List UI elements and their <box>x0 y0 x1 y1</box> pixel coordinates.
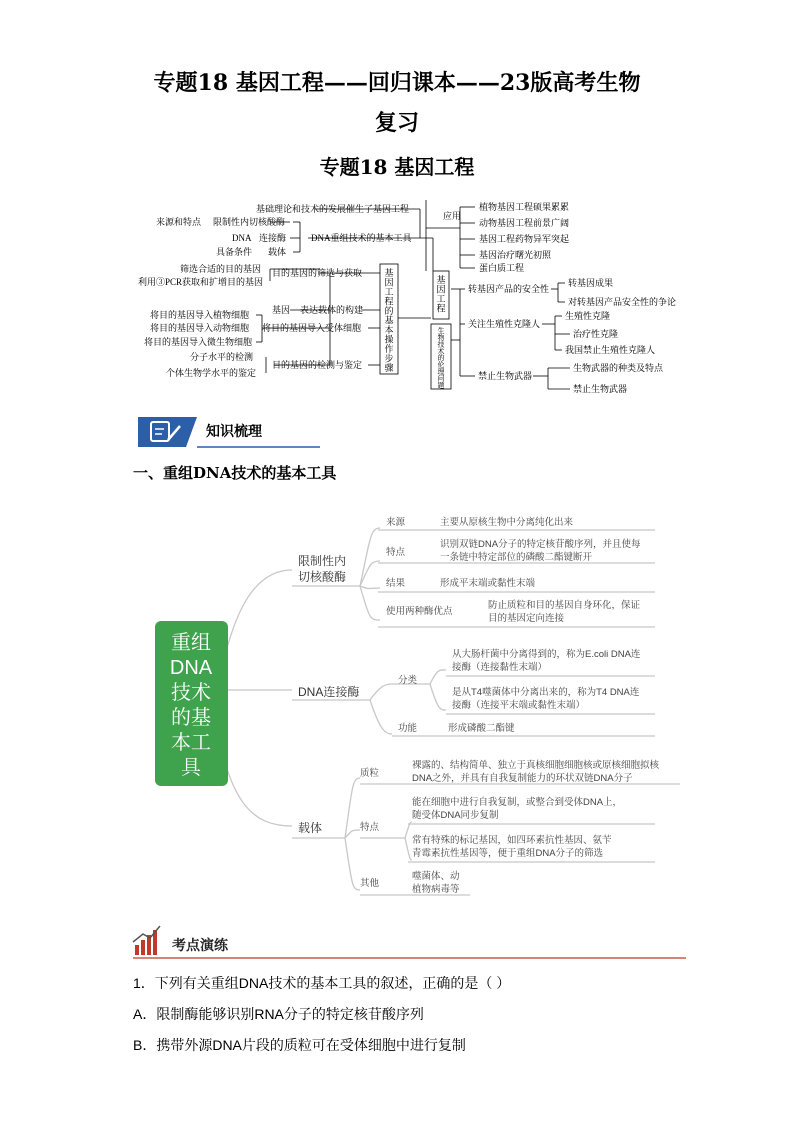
ov-gene-screen: 目的基因的筛选与获取 <box>272 268 363 278</box>
ov-bw-types: 生物武器的种类及特点 <box>573 363 664 373</box>
ov-center-label: 基因工程的基本操作步骤 <box>384 268 394 373</box>
branch1-line-0: 限制性内 <box>298 554 347 568</box>
page-title-line2: 复习 <box>374 110 419 136</box>
b2-c1-value-1: 从大肠杆菌中分离得到的，称为E.coli DNA连 <box>452 649 641 660</box>
section-title: 一、重组DNA技术的基本工具 <box>133 464 337 482</box>
b1-source-value: 主要从原核生物中分离纯化出来 <box>440 517 574 528</box>
b3-plasmid-value-2: DNA之外，并具有自我复制能力的环状双链DNA分子 <box>412 773 633 784</box>
ov-gm-debate: 对转基因产品安全性的争论 <box>568 297 677 307</box>
root-line-1: DNA <box>169 657 213 679</box>
root-line-2: 技术 <box>171 682 211 704</box>
ov-app-item-0: 植物基因工程硕果累累 <box>479 202 570 212</box>
ov-mol-detect: 分子水平的检测 <box>190 352 254 362</box>
branch1-line-1: 切核酸酶 <box>298 570 347 584</box>
ov-cloning: 关注生殖性克隆人 <box>468 319 541 329</box>
page-subtitle: 专题18 基因工程 <box>319 155 475 179</box>
ov-genetic-eng: 基因工程 <box>436 275 446 314</box>
b1-adv-key: 使用两种酶优点 <box>386 606 453 617</box>
b1-feature-key: 特点 <box>386 547 406 558</box>
b3-other-value-2: 植物病毒等 <box>412 884 460 895</box>
root-line-3: 的基 <box>171 707 211 729</box>
ov-ban-clone: 我国禁止生殖性克隆人 <box>565 345 656 355</box>
ov-repro-clone: 生殖性克隆 <box>565 311 611 321</box>
b1-result-key: 结果 <box>386 578 406 589</box>
ov-plant: 将目的基因导入植物细胞 <box>150 310 250 320</box>
b3-f1-value-2: 随受体DNA同步复制 <box>412 810 499 821</box>
ov-ligase: 连接酶 <box>259 233 287 243</box>
ov-ethics: 生物技术的伦理问题 <box>437 327 445 390</box>
b1-feature-value-2: 一条链中特定部位的磷酸二酯键断开 <box>440 552 593 563</box>
b3-other-key: 其他 <box>360 878 380 889</box>
ov-gene: 基因 <box>272 305 291 315</box>
option-b[interactable]: B．携带外源DNA片段的质粒可在受体细胞中进行复制 <box>133 1037 466 1053</box>
ov-ind-detect: 个体生物学水平的鉴定 <box>166 368 257 378</box>
b1-result-value: 形成平末端或黏性末端 <box>440 578 536 589</box>
branch3-label: 载体 <box>298 821 323 835</box>
ov-dna: DNA <box>232 233 252 243</box>
ov-app-item-4: 蛋白质工程 <box>479 263 525 273</box>
b3-f2-value-2: 青霉素抗性基因等，便于重组DNA分子的筛选 <box>412 848 604 859</box>
ov-conditions: 具备条件 <box>216 247 253 257</box>
option-a[interactable]: A．限制酶能够识别RNA分子的特定核苷酸序列 <box>133 1006 424 1022</box>
b2-func-value: 形成磷酸二酯键 <box>448 723 515 734</box>
b3-f1-value-1: 能在细胞中进行自我复制，或整合到受体DNA上， <box>412 797 623 808</box>
ov-express-vector: 表达载体的构建 <box>300 305 364 315</box>
b3-other-value-1: 噬菌体、动 <box>412 871 460 882</box>
b2-c1-value-2: 接酶（连接黏性末端） <box>452 662 548 673</box>
ov-thera-clone: 治疗性克隆 <box>573 329 619 339</box>
ov-pcr: 利用③PCR获取和扩增目的基因 <box>138 277 264 287</box>
ov-gm-results: 转基因成果 <box>568 278 614 288</box>
b2-c2-value-2: 接酶（连接平末端或黏性末端） <box>452 700 586 711</box>
b3-feature-key: 特点 <box>360 822 380 833</box>
ov-detect: 目的基因的检测与鉴定 <box>272 360 363 370</box>
b2-c2-value-1: 是从T4噬菌体中分离出来的，称为T4 DNA连 <box>452 687 640 698</box>
branch2-label: DNA连接酶 <box>298 685 360 699</box>
ov-bw-ban: 禁止生物武器 <box>573 384 628 394</box>
b3-plasmid-key: 质粒 <box>360 768 380 779</box>
root-line-4: 本工 <box>171 732 211 754</box>
b3-plasmid-value-1: 裸露的、结构简单、独立于真核细胞细胞核或原核细胞拟核 <box>412 760 660 771</box>
b1-adv-value-1: 防止质粒和目的基因自身环化，保证 <box>488 600 641 611</box>
ov-bioweapon: 禁止生物武器 <box>478 371 533 381</box>
b1-source-key: 来源 <box>386 517 406 528</box>
ov-dna-tools: DNA重组技术的基本工具 <box>311 233 412 243</box>
ov-micro: 将目的基因导入微生物细胞 <box>144 337 253 347</box>
b3-f2-value-1: 常有特殊的标记基因，如四环素抗性基因、氨苄 <box>412 835 612 846</box>
page-title: 专题18 基因工程——回归课本——23版高考生物 <box>153 70 641 96</box>
ov-app-item-3: 基因治疗曙光初照 <box>479 250 552 260</box>
b2-class-key: 分类 <box>398 675 418 686</box>
banner-label: 知识梳理 <box>206 424 262 440</box>
ov-app-item-1: 动物基因工程前景广阔 <box>479 218 570 228</box>
question-1: 1．下列有关重组DNA技术的基本工具的叙述，正确的是（ ） <box>133 975 511 991</box>
ov-screen: 筛选合适的目的基因 <box>180 264 262 274</box>
ov-restriction: 限制性内切核酸酶 <box>213 217 286 227</box>
ov-application: 应用 <box>443 211 462 221</box>
ov-gm-safety: 转基因产品的安全性 <box>468 284 550 294</box>
root-line-0: 重组 <box>171 632 211 654</box>
ov-source-feature: 来源和特点 <box>156 217 202 227</box>
ov-top-left: 基础理论和技术的发展催生了基因工程 <box>256 204 410 214</box>
root-line-5: 具 <box>181 757 201 779</box>
practice-label: 考点演练 <box>172 937 228 953</box>
b1-feature-value-1: 识别双链DNA分子的特定核苷酸序列，并且使每 <box>440 539 641 550</box>
ov-vector: 载体 <box>268 247 287 257</box>
chart-growth-icon <box>133 926 160 955</box>
ov-app-item-2: 基因工程药物异军突起 <box>479 234 570 244</box>
ov-animal: 将目的基因导入动物细胞 <box>150 323 250 333</box>
b2-func-key: 功能 <box>398 723 418 734</box>
ov-into-cell: 将目的基因导入受体细胞 <box>262 323 362 333</box>
b1-adv-value-2: 目的基因定向连接 <box>488 613 565 624</box>
